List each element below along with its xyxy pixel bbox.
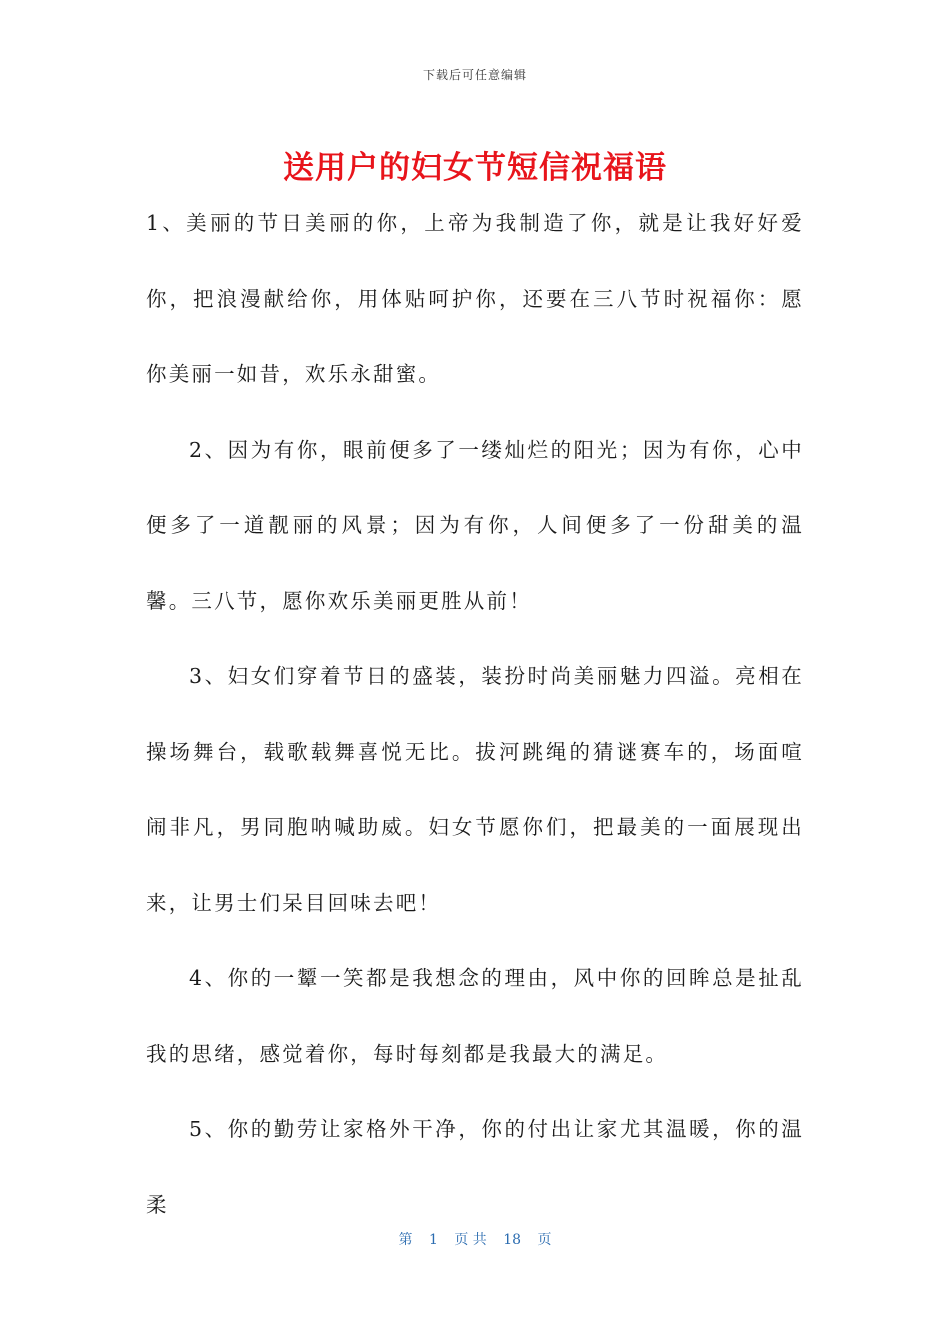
footer-current-page: 1 [428,1232,438,1248]
document-title: 送用户的妇女节短信祝福语 [283,150,667,186]
paragraph-5: 5、你的勤劳让家格外干净，你的付出让家尤其温暖，你的温柔 [146,1117,804,1217]
paragraph-1: 1、美丽的节日美丽的你，上帝为我制造了你，就是让我好好爱你，把浪漫献给你，用体贴呵护你，还要在三八节时祝福你：愿你美丽一如昔，欢乐永甜蜜。 [146,211,804,386]
footer-total-pages: 18 [503,1232,522,1248]
paragraph-3: 3、妇女们穿着节日的盛装，装扮时尚美丽魅力四溢。亮相在操场舞台，载歌载舞喜悦无比。拔河跳绳的猜谜赛车的，场面喧闹非凡，男同胞呐喊助威。妇女节愿你们，把最美的一面展现出来，让男士们呆目回味去吧！ [146,664,804,915]
document-body [146,186,804,1243]
footer-prefix: 第 [398,1232,413,1248]
footer-suffix: 页 [537,1232,552,1248]
page-footer [0,1229,950,1249]
paragraph-4: 4、你的一颦一笑都是我想念的理由，风中你的回眸总是扯乱我的思绪，感觉着你，每时每刻都是我最大的满足。 [146,966,804,1066]
header-note: 下载后可任意编辑 [422,68,527,82]
footer-middle: 页 共 [454,1232,487,1248]
paragraph-2: 2、因为有你，眼前便多了一缕灿烂的阳光；因为有你，心中便多了一道靓丽的风景；因为有你，人间便多了一份甜美的温馨。三八节，愿你欢乐美丽更胜从前！ [146,437,804,613]
